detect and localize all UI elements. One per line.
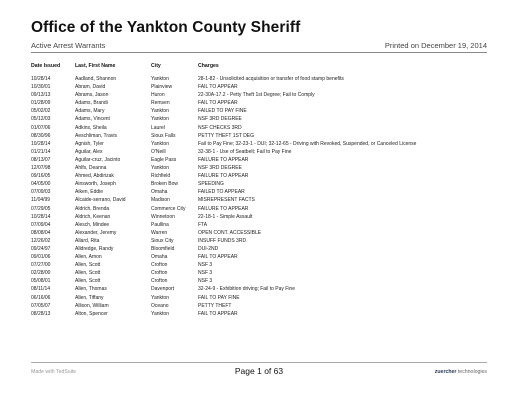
cell-charges: FAIL TO PAY FINE xyxy=(198,294,240,301)
cell-date: 10/30/01 xyxy=(31,84,51,91)
table-row xyxy=(31,156,487,164)
cell-charges: NSF 3RD DEGREE xyxy=(198,165,242,172)
cell-city: Remsen xyxy=(151,100,170,107)
cell-name: Allen, Scott xyxy=(75,278,101,285)
cell-charges: FAILED TO PAY FINE xyxy=(198,108,247,115)
cell-name: Allison, William xyxy=(75,302,109,309)
cell-charges: FAIL TO APPEAR xyxy=(198,310,238,317)
cell-date: 08/28/13 xyxy=(31,310,51,317)
cell-city: Yankton xyxy=(151,76,169,82)
table-row xyxy=(31,148,487,156)
cell-name: Aiken, Eddie xyxy=(75,189,104,196)
cell-name: Alexander, Jeremy xyxy=(75,229,117,236)
printed-date: Printed on December 19, 2014 xyxy=(384,41,487,50)
cell-city: Yankton xyxy=(151,108,169,115)
column-header-date: Date Issued xyxy=(31,63,61,69)
table-row xyxy=(31,115,487,123)
table-row xyxy=(31,83,487,91)
cell-charges: PETTY THEFT xyxy=(198,302,232,309)
table-row xyxy=(31,164,487,172)
cell-city: Yankton xyxy=(151,310,169,317)
cell-city: Paullina xyxy=(151,221,169,228)
column-header-charges: Charges xyxy=(198,63,219,69)
brand-name: zuercher xyxy=(434,369,457,375)
table-row xyxy=(31,261,487,269)
cell-charges: FAIL TO APPEAR xyxy=(198,100,238,107)
table-row xyxy=(31,205,487,213)
cell-charges: FAIL TO APPEAR xyxy=(198,254,238,261)
cell-date: 06/16/06 xyxy=(31,294,51,301)
cell-city: Oceano xyxy=(151,302,169,309)
cell-city: Bloomfield xyxy=(151,245,175,252)
table-row xyxy=(31,180,487,188)
table-row xyxy=(31,253,487,261)
cell-date: 07/09/03 xyxy=(31,189,51,196)
cell-city: Omaha xyxy=(151,254,168,261)
cell-date: 01/07/06 xyxy=(31,124,51,131)
cell-name: Abrams, Jason xyxy=(75,92,109,99)
cell-date: 07/27/00 xyxy=(31,262,51,269)
table-row xyxy=(31,245,487,253)
table-row xyxy=(31,237,487,245)
table-row xyxy=(31,124,487,132)
cell-name: Ahlfs, Deanna xyxy=(75,165,107,172)
cell-name: Allen, Amon xyxy=(75,254,102,261)
cell-city: Crofton xyxy=(151,270,168,277)
cell-name: Allen, Thomas xyxy=(75,286,107,293)
cell-charges: NSF CHECKS 3RD xyxy=(198,124,242,131)
table-row xyxy=(31,277,487,285)
cell-date: 10/28/14 xyxy=(31,140,51,147)
cell-name: Allen, Scott xyxy=(75,270,101,277)
cell-date: 12/07/98 xyxy=(31,165,51,172)
cell-date: 11/04/99 xyxy=(31,197,51,204)
cell-city: Madison xyxy=(151,197,170,204)
cell-city: Warren xyxy=(151,229,168,236)
cell-name: Aldrich, Brenda xyxy=(75,205,110,212)
cell-charges: Fail to Pay Fine; 32-23-1 - DUI; 32-12-65 - Driving with Revoked, Suspended, or Canceled License xyxy=(198,140,417,147)
cell-name: Aldrich, Keenan xyxy=(75,213,111,220)
cell-charges: NSF 3RD DEGREE xyxy=(198,116,242,123)
cell-charges: 22-18-1 - Simple Assault xyxy=(198,213,253,220)
cell-date: 12/26/02 xyxy=(31,237,51,244)
table-row xyxy=(31,75,487,83)
cell-charges: 32-38-1 - Use of Seatbelt; Fail to Pay Fine xyxy=(198,148,292,155)
table-row xyxy=(31,91,487,99)
cell-date: 07/05/07 xyxy=(31,302,51,309)
page-title: Office of the Yankton County Sheriff xyxy=(31,19,301,36)
cell-city: Omaha xyxy=(151,189,168,196)
cell-charges: 22-30A-17.2 - Petty Theft 1st Degree; Fail to Comply xyxy=(198,92,315,99)
cell-date: 02/28/00 xyxy=(31,270,51,277)
cell-name: Allen, Scott xyxy=(75,262,101,269)
footer-made-with: Made with TedSuite xyxy=(31,369,77,375)
column-header-city: City xyxy=(151,63,161,69)
cell-charges: NSF 3 xyxy=(198,278,213,285)
cell-city: Yankton xyxy=(151,140,169,147)
cell-city: Sioux City xyxy=(151,237,174,244)
cell-name: Abram, David xyxy=(75,84,106,91)
cell-date: 07/09/04 xyxy=(31,221,51,228)
cell-date: 09/01/06 xyxy=(31,254,51,261)
cell-city: Davenport xyxy=(151,286,175,293)
footer-divider xyxy=(31,362,487,363)
cell-date: 09/24/97 xyxy=(31,245,51,252)
report-subtitle: Active Arrest Warrants xyxy=(31,41,106,50)
cell-name: Alton, Spencer xyxy=(75,310,108,317)
cell-charges: NSF 3 xyxy=(198,262,213,269)
cell-date: 05/08/01 xyxy=(31,278,51,285)
cell-date: 01/28/09 xyxy=(31,100,51,107)
cell-city: O'Neill xyxy=(151,148,166,155)
cell-city: Plainview xyxy=(151,84,173,91)
cell-date: 10/28/14 xyxy=(31,213,51,220)
footer-logo xyxy=(435,369,487,375)
cell-name: Aadland, Shannon xyxy=(75,76,117,82)
cell-name: Adkins, Sheila xyxy=(75,124,107,131)
cell-city: Richfield xyxy=(151,173,171,180)
cell-date: 08/11/14 xyxy=(31,286,51,293)
table-row xyxy=(31,99,487,107)
cell-charges: MISREPRESENT FACTS xyxy=(198,197,255,204)
cell-name: Aguilar, Alex xyxy=(75,148,103,155)
cell-date: 09/13/13 xyxy=(31,92,51,99)
cell-city: Yankton xyxy=(151,165,169,172)
cell-date: 05/12/03 xyxy=(31,116,51,123)
cell-name: Alesch, Mindee xyxy=(75,221,110,228)
cell-charges: SPEEDING xyxy=(198,181,224,188)
cell-city: Yankton xyxy=(151,294,169,301)
cell-city: Yankton xyxy=(151,116,169,123)
cell-name: Ainsworth, Joseph xyxy=(75,181,116,188)
cell-name: Alcaide-serrano, David xyxy=(75,197,126,204)
table-row xyxy=(31,107,487,115)
table-row xyxy=(31,221,487,229)
cell-city: Winnetoon xyxy=(151,213,175,220)
cell-charges: FAILURE TO APPEAR xyxy=(198,205,249,212)
warrant-table xyxy=(31,75,487,318)
cell-name: Agnish, Tyler xyxy=(75,140,104,147)
cell-name: Alldredge, Randy xyxy=(75,245,114,252)
cell-city: Eagle Pass xyxy=(151,156,177,163)
header-divider xyxy=(31,52,487,53)
cell-charges: FAILURE TO APPEAR xyxy=(198,156,249,163)
cell-charges: FAILED TO APPEAR xyxy=(198,189,245,196)
cell-date: 08/13/07 xyxy=(31,156,51,163)
cell-charges: FTA xyxy=(198,221,208,228)
table-row xyxy=(31,132,487,140)
cell-charges: FAILURE TO APPEAR xyxy=(198,173,249,180)
cell-charges: NSF 3 xyxy=(198,270,213,277)
cell-date: 09/16/05 xyxy=(31,173,51,180)
cell-charges: FAIL TO APPEAR xyxy=(198,84,238,91)
cell-city: Sioux Falls xyxy=(151,132,176,139)
cell-city: Huron xyxy=(151,92,165,99)
cell-name: Allard, Rita xyxy=(75,237,100,244)
cell-charges: 28-1-82 - Unsolicited acquisition or transfer of food stamp benefits xyxy=(198,76,344,82)
cell-name: Ahmed, Abdirizak xyxy=(75,173,114,180)
cell-city: Laurel xyxy=(151,124,165,131)
cell-date: 05/02/02 xyxy=(31,108,51,115)
cell-date: 07/29/05 xyxy=(31,205,51,212)
cell-charges: INSUFF FUNDS 3RD xyxy=(198,237,247,244)
table-row xyxy=(31,310,487,318)
table-row xyxy=(31,294,487,302)
cell-charges: PETTY THEFT 1ST DEG xyxy=(198,132,255,139)
column-header-name: Last, First Name xyxy=(75,63,116,69)
cell-city: Crofton xyxy=(151,262,168,269)
cell-date: 08/30/96 xyxy=(31,132,51,139)
table-row xyxy=(31,196,487,204)
page-number: Page 1 of 63 xyxy=(234,366,284,376)
cell-date: 08/08/04 xyxy=(31,229,51,236)
cell-name: Allen, Tiffany xyxy=(75,294,104,301)
cell-name: Aeschliman, Travis xyxy=(75,132,117,139)
cell-name: Adams, Brandi xyxy=(75,100,108,107)
cell-date: 10/28/14 xyxy=(31,76,51,82)
cell-date: 04/05/00 xyxy=(31,181,51,188)
brand-suffix: technologies xyxy=(456,369,487,375)
column-headers xyxy=(31,63,487,73)
cell-city: Commerce City xyxy=(151,205,186,212)
table-row xyxy=(31,302,487,310)
table-row xyxy=(31,172,487,180)
cell-name: Adams, Mary xyxy=(75,108,105,115)
cell-name: Adams, Vincent xyxy=(75,116,110,123)
cell-charges: OPEN CONT. ACCESSIBLE xyxy=(198,229,262,236)
table-row xyxy=(31,269,487,277)
cell-city: Broken Bow xyxy=(151,181,178,188)
cell-charges: 32-24-9 - Exhibition driving; Fail to Pay Fine xyxy=(198,286,295,293)
table-row xyxy=(31,140,487,148)
table-row xyxy=(31,285,487,293)
table-row xyxy=(31,188,487,196)
cell-charges: DUI-2ND xyxy=(198,245,219,252)
cell-city: Crofton xyxy=(151,278,168,285)
cell-date: 01/21/14 xyxy=(31,148,51,155)
cell-name: Aguilar-cruz, Jacinto xyxy=(75,156,121,163)
table-row xyxy=(31,213,487,221)
table-row xyxy=(31,229,487,237)
